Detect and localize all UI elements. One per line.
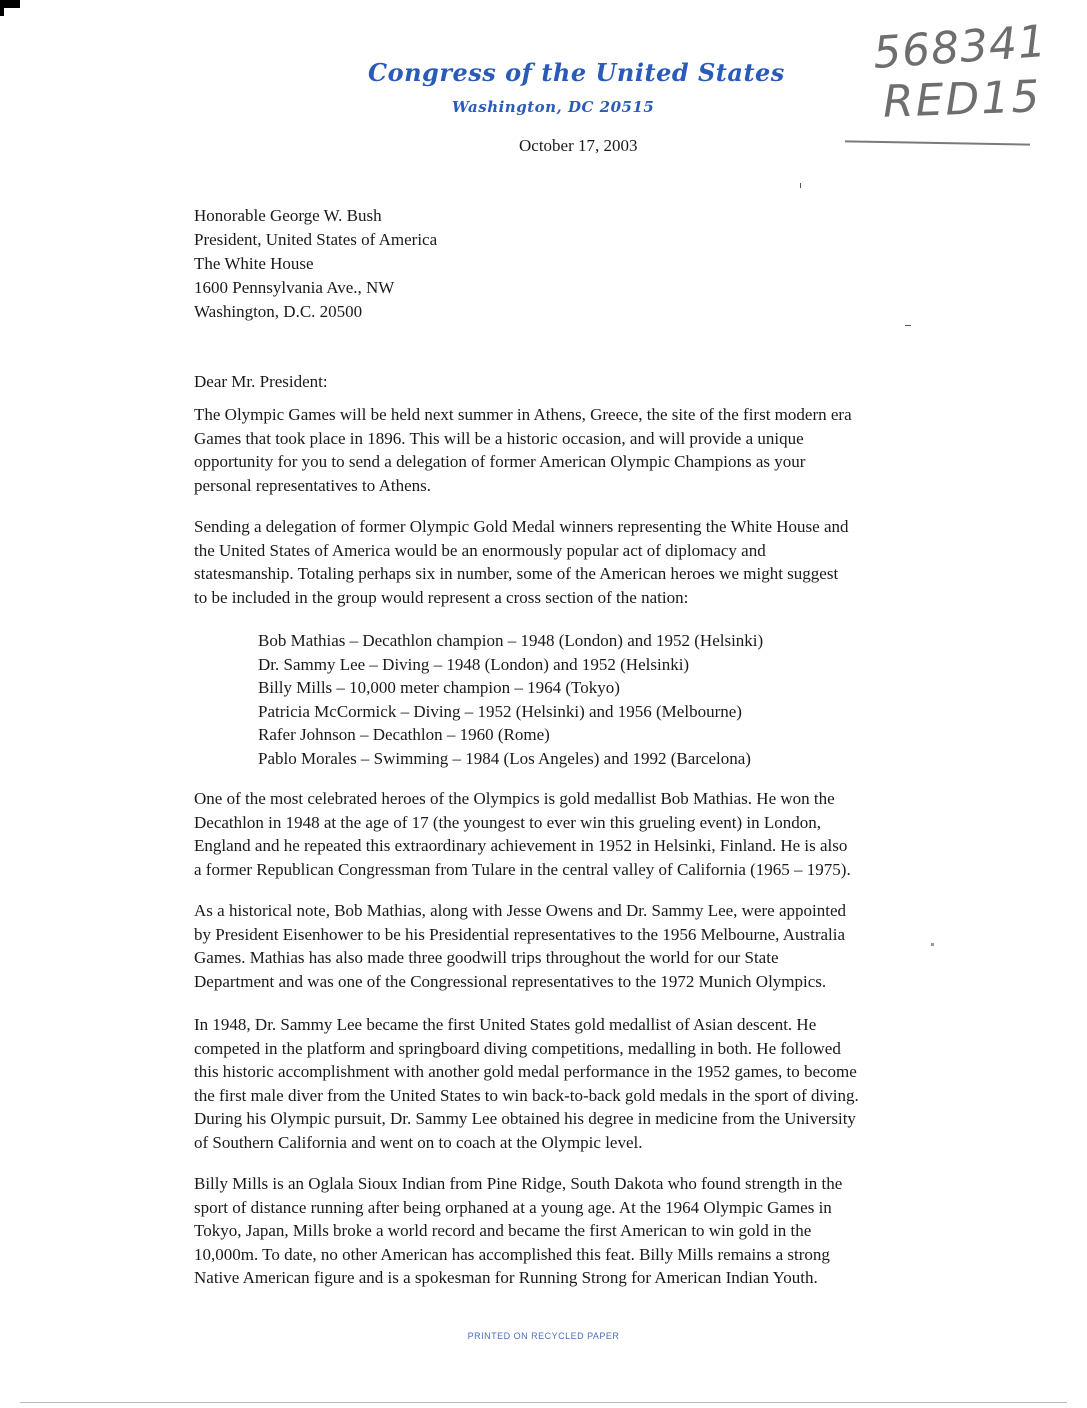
body-paragraph: Billy Mills is an Oglala Sioux Indian from Pine Ridge, South Dakota who found strength in the sport of distance running after being orphaned at a young age. At the 1964 Olympic Games in Tokyo, Japan, Mills broke a world record and became the first American to win gold in the 10,000m. To date, no other American has accomplished this feat. Billy Mills remains a strong Native American figure and is a spokesman for Running Strong for American Indian Youth.	[194, 1174, 843, 1287]
medalist-item: Patricia McCormick – Diving – 1952 (Helsinki) and 1956 (Melbourne)	[258, 701, 742, 721]
body-paragraph: The Olympic Games will be held next summer in Athens, Greece, the site of the first modern era Games that took place in 1896. This will be a historic occasion, and will provide a unique opportunity for you to send a delegation of former American Olympic Champions as your personal representatives to Athens.	[194, 405, 852, 495]
medalist-item: Dr. Sammy Lee – Diving – 1948 (London) and 1952 (Helsinki)	[258, 654, 690, 674]
recipient-line: Honorable George W. Bush	[194, 206, 382, 225]
recipient-address	[194, 204, 974, 324]
scan-speck	[800, 183, 801, 188]
salutation: Dear Mr. President:	[194, 372, 328, 391]
recipient-line: President, United States of America	[194, 230, 438, 249]
body-paragraph: One of the most celebrated heroes of the Olympics is gold medallist Bob Mathias. He won the Decathlon in 1948 at the age of 17 (the youngest to ever win this grueling event) in London, England and he repeated this extraordinary achievement in 1952 in Helsinki, Finland. He is also a former Republican Congressman from Tulare in the central valley of California (1965 – 1975).	[194, 789, 851, 879]
handwritten-number: 568341	[871, 15, 1049, 80]
recycled-paper-footer: PRINTED ON RECYCLED PAPER	[467, 1331, 620, 1341]
scan-edge-mark-vertical	[0, 0, 4, 16]
body-paragraph: Sending a delegation of former Olympic Gold Medal winners representing the White House and the United States of America would be an enormously popular act of diplomacy and statesmanship. Totaling perhaps six in number, some of the American heroes we might suggest to be included in the group would represent a cross section of the nation:	[194, 517, 849, 607]
medalist-item: Pablo Morales – Swimming – 1984 (Los Angeles) and 1992 (Barcelona)	[258, 748, 751, 768]
medalist-item: Rafer Johnson – Decathlon – 1960 (Rome)	[258, 725, 550, 744]
recipient-line: Washington, D.C. 20500	[194, 302, 363, 321]
medalist-list	[258, 629, 763, 770]
handwritten-underline	[845, 140, 1030, 145]
recipient-line: 1600 Pennsylvania Ave., NW	[194, 278, 395, 297]
body-paragraph: In 1948, Dr. Sammy Lee became the first United States gold medallist of Asian descent. He competed in the platform and springboard diving competitions, medalling in both. He followed this historic accomplishment with another gold medal performance in the 1952 games, to become the first male diver from the United States to win back-to-back gold medals in the sport of diving. During his Olympic pursuit, Dr. Sammy Lee obtained his degree in medicine from the University of Southern California and went on to coach at the Olympic level.	[194, 1015, 859, 1152]
scan-speck	[931, 943, 934, 946]
recipient-line: The White House	[194, 254, 314, 273]
medalist-item: Billy Mills – 10,000 meter champion – 1964 (Tokyo)	[258, 678, 620, 697]
handwritten-code: RED15	[882, 71, 1043, 128]
medalist-item: Bob Mathias – Decathlon champion – 1948 (London) and 1952 (Helsinki)	[258, 631, 764, 650]
body-paragraph: As a historical note, Bob Mathias, along with Jesse Owens and Dr. Sammy Lee, were appointed by President Eisenhower to be his Presidential representatives to the 1956 Melbourne, Australia Games. Mathias has also made three goodwill trips throughout the world for our State Department and was one of the Congressional representatives to the 1972 Munich Olympics.	[194, 901, 847, 991]
letter-date: October 17, 2003	[519, 136, 638, 155]
scan-bottom-edge	[20, 1402, 1067, 1403]
letterhead-title: Congress of the United States	[368, 58, 785, 87]
letterhead-address: Washington, DC 20515	[452, 98, 655, 116]
handwritten-annotation	[845, 15, 1049, 152]
scan-speck	[905, 325, 911, 326]
